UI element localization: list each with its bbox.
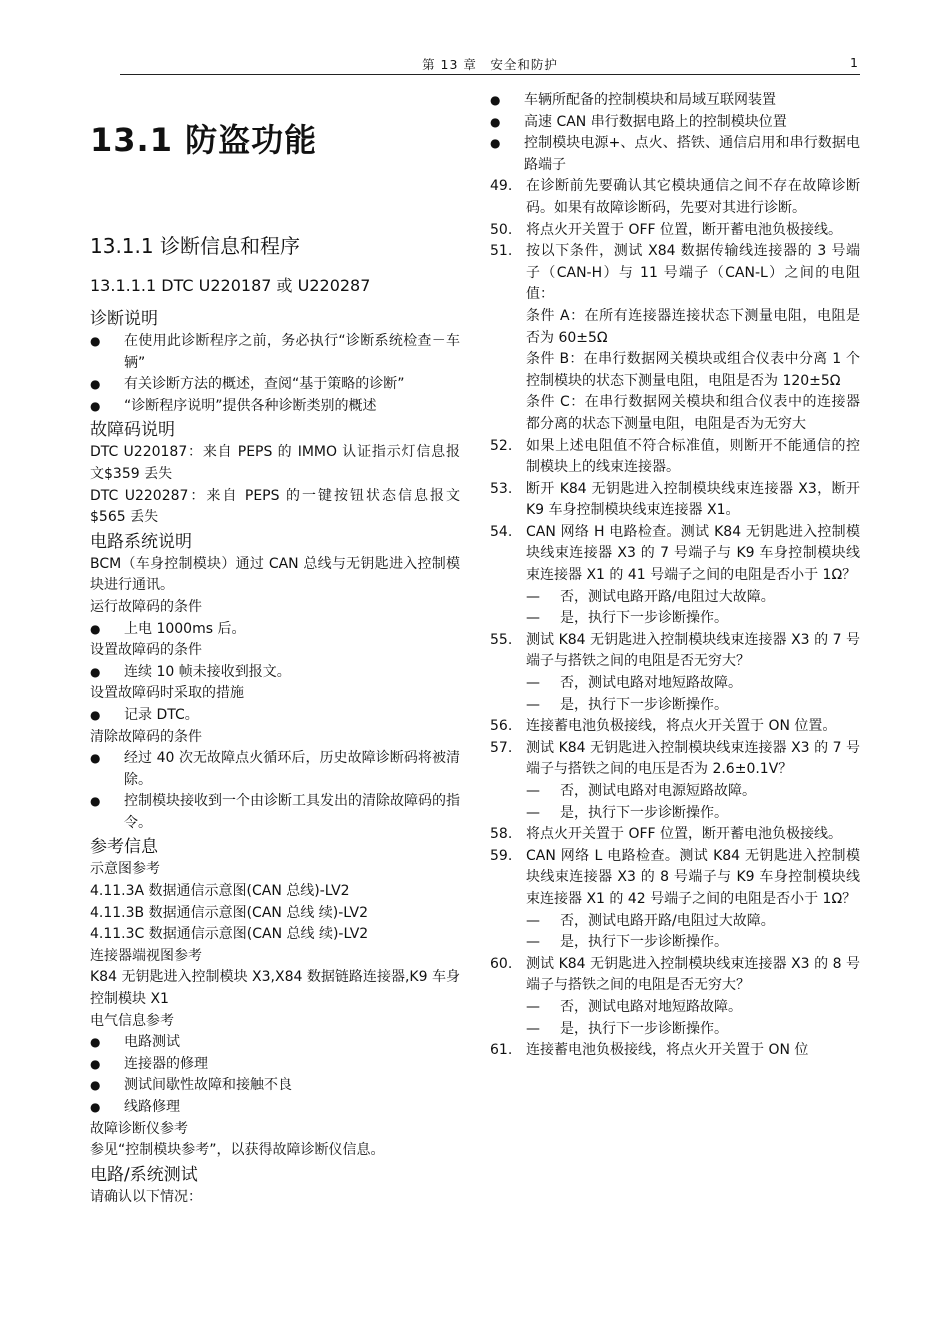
step-49: 49. 在诊断前先要确认其它模块通信之间不存在故障诊断码。如果有故障诊断码，先要对其进行诊断。 — [490, 178, 860, 216]
step-59: 59. CAN 网络 L 电路检查。测试 K84 无钥匙进入控制模块线束连接器 X3 的 8 号端子与 K9 车身控制模块线束连接器 X1 的 42 号端子之间的电阻是否小于 1Ω？ — [490, 847, 860, 907]
run-conditions-title: 运行故障码的条件 — [90, 598, 202, 615]
step-54-yes: — 是，执行下一步诊断操作。 — [526, 608, 860, 630]
schematic-ref: 4.11.3C 数据通信示意图(CAN 总线 续)-LV2 — [90, 926, 369, 943]
step-59-no: — 否，测试电路开路/电阻过大故障。 — [526, 911, 860, 933]
dtc-desc-title: 故障码说明 — [90, 420, 175, 441]
step-60: 60. 测试 K84 无钥匙进入控制模块线束连接器 X3 的 8 号端子与搭铁之间的电阻是否无穷大？ — [490, 955, 860, 994]
step-60-no: — 否，测试电路对地短路故障。 — [526, 997, 860, 1019]
scan-tool-ref: 参见“控制模块参考”，以获得故障诊断仪信息。 — [90, 1142, 385, 1159]
step-55-no: — 否，测试电路对地短路故障。 — [526, 673, 860, 695]
step-51: 51. 按以下条件，测试 X84 数据传输线连接器的 3 号端子（CAN-H）与 11 号端子（CAN-L）之间的电阻值： 条件 A：在所有连接器连接状态下测量电阻，电阻是否为 60±5Ω 条件 B：在串行数据网关模块或组合仪表中分离 1 个控制模块的状态下测量电阻，电阻是否为 120±5Ω 条件 C：在串行数据网关模块和组合仪表中的连接器都分离的状态下测量电阻，电阻是否为无穷大 — [490, 241, 860, 435]
schematic-ref: 4.11.3A 数据通信示意图(CAN 总线)-LV2 — [90, 883, 350, 900]
step-55: 55. 测试 K84 无钥匙进入控制模块线束连接器 X3 的 7 号端子与搭铁之间的电阻是否无穷大？ — [490, 631, 860, 670]
diag-bullet: ● 有关诊断方法的概述，查阅“基于策略的诊断” — [90, 374, 460, 396]
condition-c: 条件 C：在串行数据网关模块和组合仪表中的连接器都分离的状态下测量电阻，电阻是否为无穷大 — [526, 394, 860, 432]
step-60-yes: — 是，执行下一步诊断操作。 — [526, 1019, 860, 1041]
step-54: 54. CAN 网络 H 电路检查。测试 K84 无钥匙进入控制模块线束连接器 X3 的 7 号端子与 K9 车身控制模块线束连接器 X1 的 41 号端子之间的电阻是否小于 1Ω？ — [490, 523, 860, 584]
electrical-ref: ● 连接器的修理 — [90, 1054, 460, 1076]
connector-ref-title: 连接器端视图参考 — [90, 947, 202, 964]
step-52: 52. 如果上述电阻值不符合标准值，则断开不能通信的控制模块上的线束连接器。 — [490, 437, 860, 476]
step-58: 58. 将点火开关置于 OFF 位置，断开蓄电池负极接线。 — [490, 826, 843, 843]
system-test-intro: 请确认以下情况： — [90, 1188, 202, 1205]
section-title: 13.1 防盗功能 — [90, 121, 318, 159]
left-column — [90, 90, 460, 1208]
dtc-line: DTC U220187：来自 PEPS 的 IMMO 认证指示灯信息报文$359 丢失 — [90, 444, 460, 482]
step-56: 56. 连接蓄电池负极接线，将点火开关置于 ON 位置。 — [490, 718, 837, 735]
subsection-title: 13.1.1 诊断信息和程序 — [90, 234, 300, 258]
clear-condition: ● 控制模块接收到一个由诊断工具发出的清除故障码的指令。 — [90, 791, 460, 834]
action-item: ● 记录 DTC。 — [90, 705, 460, 727]
step-59-yes: — 是，执行下一步诊断操作。 — [526, 932, 860, 954]
connector-ref: K84 无钥匙进入控制模块 X3,X84 数据链路连接器,K9 车身控制模块 X1 — [90, 969, 460, 1008]
run-condition: ● 上电 1000ms 后。 — [90, 619, 460, 641]
electrical-ref-title: 电气信息参考 — [90, 1012, 174, 1029]
circuit-desc-title: 电路系统说明 — [90, 531, 192, 552]
step-55-yes: — 是，执行下一步诊断操作。 — [526, 695, 860, 717]
step-50: 50. 将点火开关置于 OFF 位置，断开蓄电池负极接线。 — [490, 221, 843, 238]
circuit-desc-text: BCM（车身控制模块）通过 CAN 总线与无钥匙进入控制模块进行通讯。 — [90, 555, 460, 594]
step-54-no: — 否，测试电路开路/电阻过大故障。 — [526, 587, 860, 609]
step-53: 53. 断开 K84 无钥匙进入控制模块线束连接器 X3，断开 K9 车身控制模块线束连接器 X1。 — [490, 480, 860, 519]
reference-title: 参考信息 — [90, 837, 158, 858]
schematic-ref-title: 示意图参考 — [90, 861, 160, 878]
diag-bullet: ● 在使用此诊断程序之前，务必执行“诊断系统检查－车辆” — [90, 331, 460, 374]
condition-b: 条件 B：在串行数据网关模块或组合仪表中分离 1 个控制模块的状态下测量电阻，电阻是否为 120±5Ω — [526, 351, 860, 389]
chapter-title: 第 13 章 安全和防护 — [422, 57, 558, 72]
check-bullet: ● 车辆所配备的控制模块和局域互联网装置 — [490, 90, 860, 112]
schematic-ref: 4.11.3B 数据通信示意图(CAN 总线 续)-LV2 — [90, 904, 369, 921]
system-test-title: 电路/系统测试 — [90, 1164, 198, 1185]
step-61: 61. 连接蓄电池负极接线，将点火开关置于 ON 位 — [490, 1042, 809, 1059]
set-condition: ● 连续 10 帧未接收到报文。 — [90, 662, 460, 684]
page-number: 1 — [850, 55, 858, 70]
diag-desc-title: 诊断说明 — [90, 309, 158, 329]
set-conditions-title: 设置故障码的条件 — [90, 642, 202, 659]
step-57-yes: — 是，执行下一步诊断操作。 — [526, 803, 860, 825]
dtc-heading: 13.1.1.1 DTC U220187 或 U220287 — [90, 276, 371, 295]
action-title: 设置故障码时采取的措施 — [90, 685, 244, 702]
electrical-ref: ● 电路测试 — [90, 1032, 460, 1054]
diag-bullet: ● “诊断程序说明”提供各种诊断类别的概述 — [90, 396, 460, 418]
clear-conditions-title: 清除故障码的条件 — [90, 728, 202, 745]
dtc-line: DTC U220287：来自 PEPS 的一键按钮状态信息报文$565 丢失 — [90, 487, 460, 526]
electrical-ref: ● 线路修理 — [90, 1097, 460, 1119]
page-header — [120, 54, 860, 75]
right-column — [490, 90, 860, 1062]
electrical-ref: ● 测试间歇性故障和接触不良 — [90, 1075, 460, 1097]
step-57-no: — 否，测试电路对电源短路故障。 — [526, 781, 860, 803]
step-57: 57. 测试 K84 无钥匙进入控制模块线束连接器 X3 的 7 号端子与搭铁之间的电压是否为 2.6±0.1V？ — [490, 739, 860, 778]
scan-tool-ref-title: 故障诊断仪参考 — [90, 1120, 188, 1137]
clear-condition: ● 经过 40 次无故障点火循环后，历史故障诊断码将被清除。 — [90, 748, 460, 791]
check-bullet: ● 高速 CAN 串行数据电路上的控制模块位置 — [490, 112, 860, 134]
condition-a: 条件 A：在所有连接器连接状态下测量电阻，电阻是否为 60±5Ω — [526, 307, 860, 346]
check-bullet: ● 控制模块电源+、点火、搭铁、通信启用和串行数据电路端子 — [490, 133, 860, 176]
